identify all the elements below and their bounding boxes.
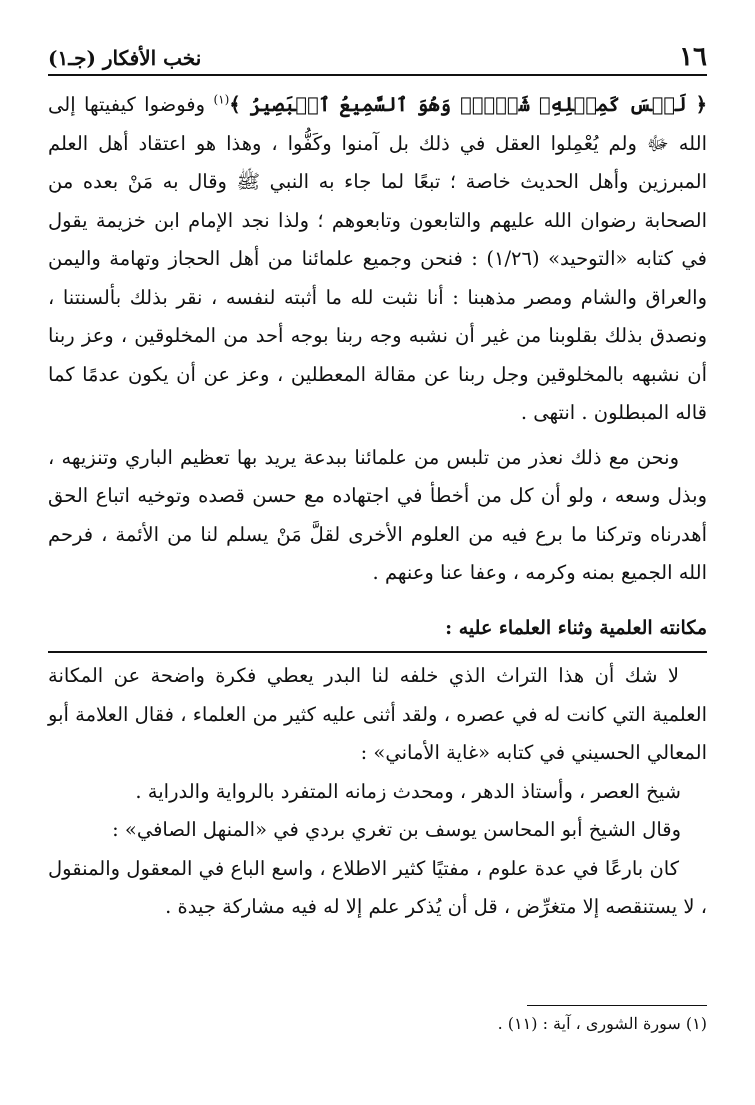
section-heading: مكانته العلمية وثناء العلماء عليه : bbox=[48, 609, 707, 654]
page-body bbox=[48, 86, 707, 927]
footnote-marker[interactable]: (١) bbox=[213, 92, 230, 107]
paragraph-3: لا شك أن هذا التراث الذي خلفه لنا البدر يعطي فكرة واضحة عن المكانة العلمية التي كانت له في عصره ، ولقد أثنى عليه كثير من العلماء ، فقال العلامة أبو المعالي الحسيني في كتابه «غاية الأماني» : bbox=[48, 664, 707, 764]
paragraph-1 bbox=[48, 86, 707, 433]
paragraph-4: كان بارعًا في عدة علوم ، مفتيًا كثير الاطلاع ، واسع الباع في المعقول والمنقول ، لا يستنقصه إلا متغرِّض ، قل أن يُذكر علم إلا له فيه مشاركة جيدة . bbox=[48, 856, 707, 918]
paragraph-2: ونحن مع ذلك نعذر من تلبس من علمائنا ببدعة يريد بها تعظيم الباري وتنزيهه ، وبذل وسعه ، ولو أن كل من أخطأ في اجتهاده مع حسن قصده وتوخيه اتباع الحق أهدرناه وتركنا ما برع فيه من العلوم الأخرى لقلَّ مَنْ يسلم لنا من الأئمة ، فرحم الله الجميع بمنه وكرمه ، وعفا عنا وعنهم . bbox=[48, 445, 707, 584]
paragraph-1-text: وفوضوا كيفيتها إلى الله ﷻ ولم يُعْمِلوا العقل في ذلك بل آمنوا وكَفُّوا ، وهذا هو اعتقاد أهل العلم المبرزين وأهل الحديث خاصة ؛ تبعًا لما جاء به النبي ﷺ وقال به مَنْ بعده من الصحابة رضوان الله عليهم والتابعون وتابعوهم ؛ ولذا نجد الإمام ابن خزيمة يقول في كتابه «التوحيد» (١/٢٦) : فنحن وجميع علمائنا من أهل الحجاز وتهامة واليمن والعراق والشام ومصر مذهبنا : أنا نثبت لله ما أثبته لنفسه ، نقر بذلك بألسنتنا ، ونصدق بذلك بقلوبنا من غير أن نشبه وجه ربنا بوجه أحد من المخلوقين ، وعز ربنا أن نشبهه بالمخلوقين وجل ربنا عن مقالة المعطلين ، وعز عن أن يكون عدمًا كما قاله المبطلون . انتهى . bbox=[48, 93, 707, 424]
header-divider bbox=[48, 74, 707, 76]
quran-verse: ﴿ لَيۡسَ كَمِثۡلِهِۦ شَيۡءٞۖ وَهُوَ ٱلسَّمِيعُ ٱلۡبَصِيرُ ﴾ bbox=[229, 93, 707, 116]
page-header bbox=[48, 34, 707, 70]
running-title: نخب الأفكار (جـ١) bbox=[48, 46, 202, 70]
footnote-divider bbox=[527, 1005, 707, 1006]
quote-2-intro: وقال الشيخ أبو المحاسن يوسف بن تغري بردي في «المنهل الصافي» : bbox=[112, 818, 681, 841]
footnote: (١) سورة الشورى ، آية : (١١) . bbox=[497, 1014, 707, 1033]
page-number: ١٦ bbox=[679, 42, 707, 72]
quote-1: شيخ العصر ، وأستاذ الدهر ، ومحدث زمانه المتفرد بالرواية والدراية . bbox=[135, 779, 681, 803]
